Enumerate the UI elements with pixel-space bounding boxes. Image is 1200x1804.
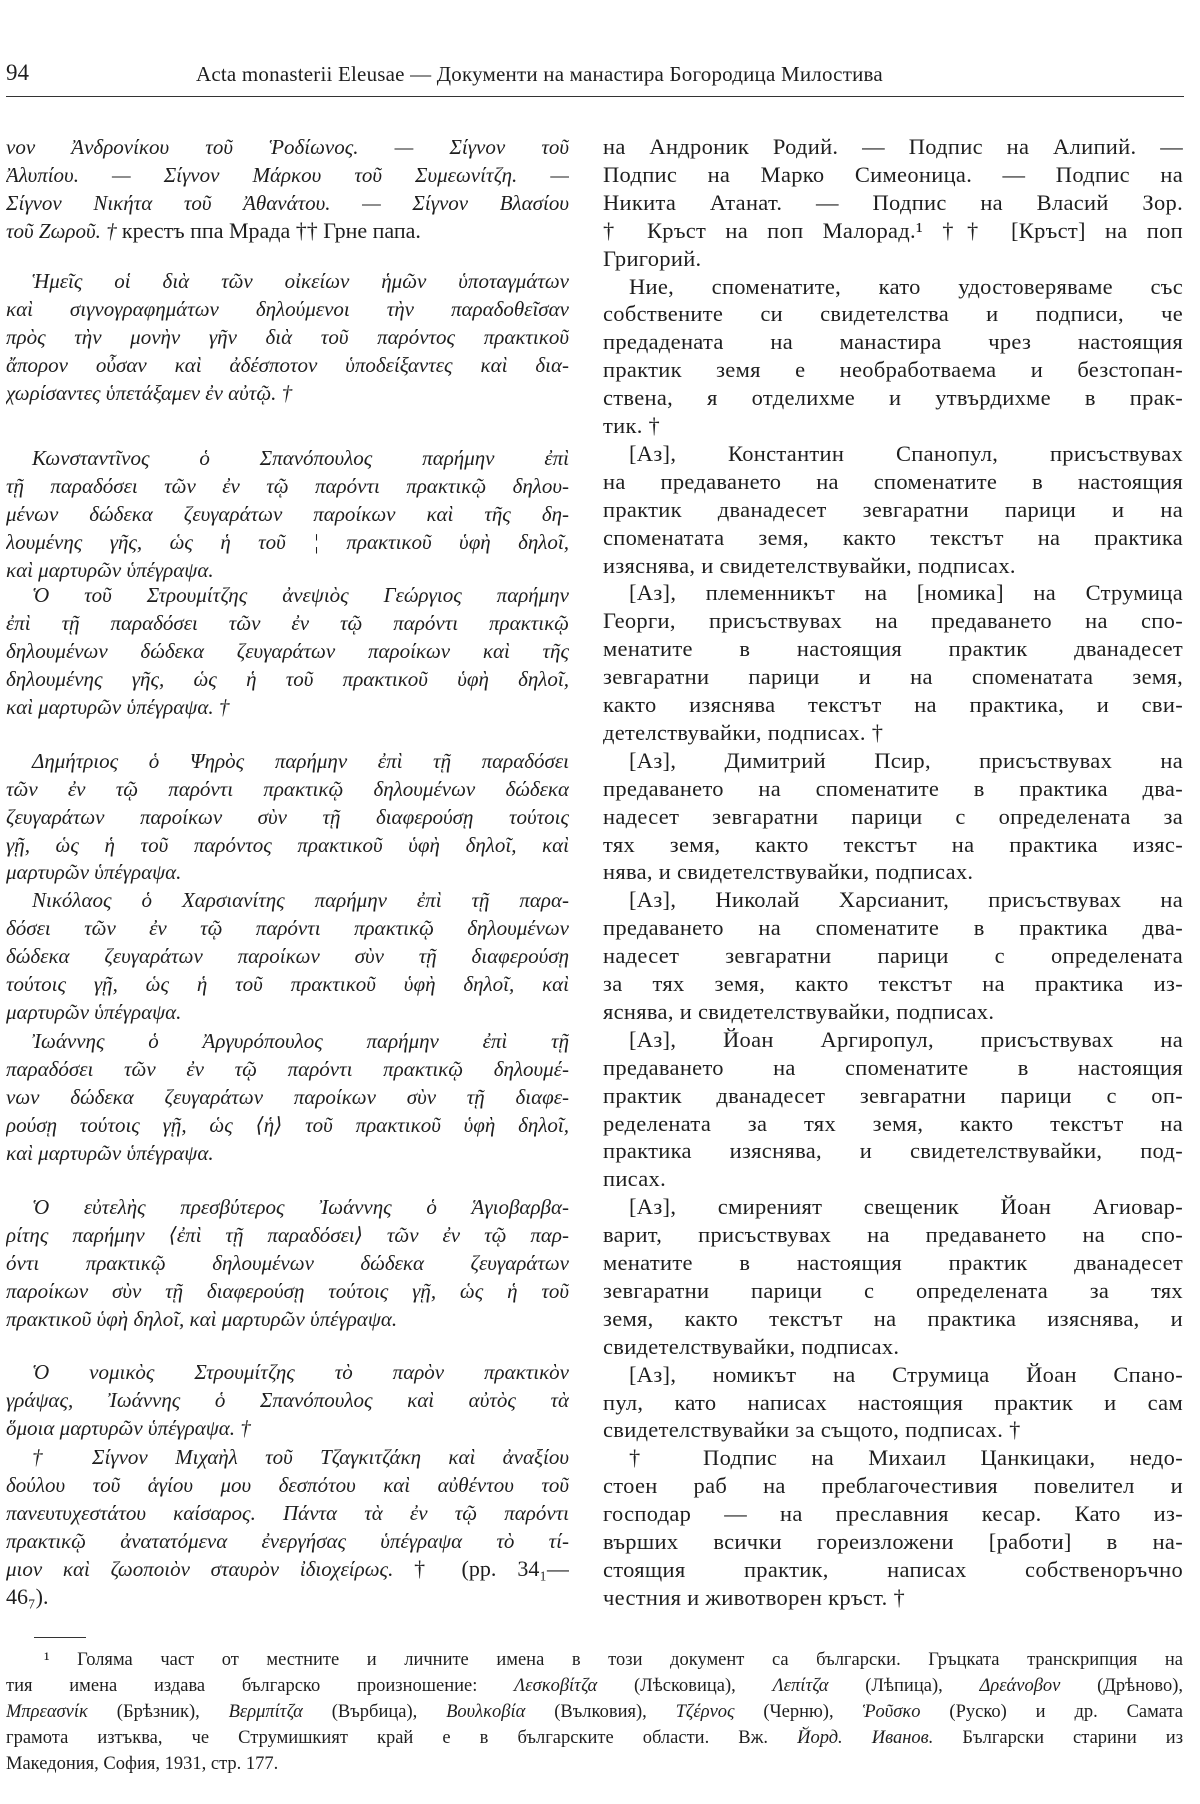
text-line: изяснява, и свидетелствувайки, подписах.: [603, 552, 1016, 578]
text-line: νον Ἀνδρονίκου τοῦ Ῥοδίωνος. — Σίγνον τοῦ: [6, 135, 569, 159]
text-line: δηλουμένης γῆς, ὡς ἡ τοῦ πρακτικοῦ ὑφὴ δηλοῖ,: [6, 667, 569, 692]
text-line: [Аз], Николай Харсианит, присъствувах на: [629, 887, 1183, 913]
text-line: τούτοις γῇ, ὡς ἡ τοῦ πρακτικοῦ ὑφὴ δηλοῖ, καὶ: [6, 972, 569, 996]
text-line: на предаването на споменатите в настоящия: [603, 468, 1183, 494]
text-segment: (Дрѣново),: [1060, 1676, 1183, 1696]
text-line: Ὁ τοῦ Στρουμίτζης ἀνεψιὸς Γεώργιος παρήμην: [32, 583, 569, 608]
footnote-rule: [34, 1637, 86, 1638]
text-line: ἐπὶ τῇ παραδόσει τῶν ἐν τῷ παρόντι πρακτικῷ: [6, 611, 569, 636]
text-segment: Βερμπίτζα: [228, 1702, 303, 1722]
text-line: όντι πρακτικῷ δηλουμένων δώδεκα ζευγαράτων: [6, 1251, 569, 1275]
text-line: Георги, присъствувах на предаването на спо-: [603, 608, 1183, 634]
text-line: [Аз], Йоан Аргиропул, присъствувах на: [629, 1026, 1183, 1052]
text-line: Ἰωάννης ὁ Ἀργυρόπουλος παρήμην ἐπὶ τῇ: [32, 1029, 569, 1054]
text-line: предаването на споменатите в практика два-: [603, 775, 1183, 801]
text-line: παραδόσει τῶν ἐν τῷ παρόντι πρακτικῷ δηλουμέ-: [6, 1057, 569, 1082]
text-line: стоящия практик, написах собственоръчно: [603, 1556, 1183, 1582]
text-line: δούλου τοῦ ἁγίου μου δεσπότου καὶ αὐθέντου τοῦ: [6, 1473, 569, 1498]
footnote-line: [6, 1699, 1183, 1725]
text-line: [Аз], Димитрий Псир, присъствувах на: [629, 747, 1183, 773]
text-line: καὶ σιγνογραφημάτων δηλούμενοι τὴν παραδοθεῖσαν: [6, 296, 569, 321]
text-line: практика изяснява, и свидетелствувайки, под-: [603, 1138, 1183, 1164]
text-line: менатите в настоящия практик дванадесет: [603, 636, 1183, 662]
text-line: практик дванадесет зевгаратни парици и на: [603, 496, 1183, 522]
text-line: Ἀλυπίου. — Σίγνον Μάρκου τοῦ Συμεωνίτζη. —: [6, 162, 569, 187]
page-number: 94: [6, 60, 29, 85]
text-line: [Аз], племенникът на [номика] на Струмица: [629, 580, 1183, 606]
text-line: καὶ μαρτυρῶν ὑπέγραψα.: [6, 557, 214, 582]
text-line: [6, 1583, 569, 1611]
text-segment: грамота изтъква, че Струмишкият край е в българските области. Вж.: [6, 1728, 798, 1748]
text-line: пул, като написах настоящия практик и сам: [603, 1389, 1183, 1415]
text-line: πρακτικοῦ ὑφὴ δηλοῖ, καὶ μαρτυρῶν ὑπέγραψα.: [6, 1306, 398, 1331]
text-line: [6, 1555, 569, 1583]
text-line: † Кръст на поп Малорад.¹ †† [Кръст] на поп: [603, 217, 1183, 243]
text-line: земя, както текстът на практика изяснява, и: [603, 1305, 1183, 1331]
text-segment: Βουλκοβία: [446, 1702, 526, 1722]
text-segment: Български старини из: [933, 1728, 1183, 1748]
text-line: ρούσῃ τούτοις γῇ, ὡς ⟨ἡ⟩ τοῦ πρακτικοῦ ὑφὴ δηλοῖ,: [6, 1112, 569, 1137]
text-line: νων δώδεκα ζευγαράτων παροίκων σὺν τῇ διαφε-: [6, 1084, 569, 1109]
text-line: яснява, и свидетелствувайки, подписах.: [603, 998, 995, 1024]
text-line: ἄπορον οὖσαν καὶ ἀδέσποτον ὑποδείξαντες καὶ δια-: [6, 352, 569, 377]
text-line: зевгаратни парици с определената за тях: [603, 1277, 1183, 1303]
text-segment: тия имена издава българско произношение:: [6, 1676, 515, 1696]
text-line: [Аз], номикът на Струмица Йоан Спано-: [629, 1361, 1183, 1387]
text-line: [Аз], смиреният свещеник Йоан Агиовар-: [629, 1194, 1183, 1220]
text-line: Ὁ νομικὸς Στρουμίτζης τὸ παρὸν πρακτικὸν: [32, 1359, 569, 1384]
text-line: надесет зевгаратни парици с определената за: [603, 803, 1183, 829]
text-segment: (Лѣсковица),: [597, 1676, 773, 1696]
text-segment: τοῦ Ζωροῦ. †: [6, 218, 122, 243]
text-segment: ¹ Голяма част от местните и личните имена в този документ са български. Гръцката транскрипция на: [44, 1650, 1183, 1670]
text-line: нява, и свидетелствувайки, подписах.: [603, 859, 974, 885]
text-segment: (Вълковия),: [525, 1702, 676, 1722]
running-header-title: Acta monasterii Eleusae — Документи на манастира Богородица Милостива: [196, 62, 883, 86]
text-line: πανευτυχεστάτου καίσαρος. Πάντα τὰ ἐν τῷ παρόντι: [6, 1501, 569, 1526]
text-line: менатите в настоящия практик дванадесет: [603, 1250, 1183, 1275]
text-segment: † (pp. 34₁—: [414, 1556, 569, 1582]
text-line: Ὁ εὐτελὴς πρεσβύτερος Ἰωάννης ὁ Ἁγιοβαρβα-: [32, 1195, 569, 1220]
text-segment: Ῥοῦσκο: [862, 1702, 921, 1722]
text-line: предаването на споменатите в практика два-: [603, 915, 1183, 941]
text-line: Никита Атанат. — Подпис на Власий Зор.: [603, 189, 1183, 215]
header-rule: [6, 96, 1184, 97]
text-segment: (Брѣзник),: [87, 1702, 229, 1722]
text-segment: Δρεάνοβον: [979, 1676, 1061, 1696]
text-line: практик дванадесет зевгаратни парици с оп-: [603, 1082, 1183, 1108]
text-line: [6, 217, 569, 245]
text-line: γράψας, Ἰωάννης ὁ Σπανόπουλος καὶ αὐτὸς τὰ: [6, 1387, 569, 1412]
text-line: свидетелствувайки за същото, подписах. †: [603, 1417, 1021, 1443]
text-line: μαρτυρῶν ὑπέγραψα.: [6, 860, 182, 885]
text-line: Νικόλαος ὁ Χαρσιανίτης παρήμην ἐπὶ τῇ παρα-: [32, 888, 569, 913]
text-line: детелствувайки, подписах. †: [603, 719, 884, 745]
footnote-line: [6, 1725, 1183, 1751]
text-segment: μιον καὶ ζωοποιὸν σταυρὸν ἰδιοχείρως.: [6, 1557, 415, 1582]
text-line: писах.: [603, 1166, 667, 1192]
text-line: свидетелствувайки, подписах.: [603, 1333, 900, 1359]
text-line: предаването на споменатите в настоящия: [603, 1054, 1183, 1080]
text-line: варит, присъствувах на предаването на спо-: [603, 1222, 1183, 1248]
text-line: както изяснява текстът на практика, и сви-: [603, 692, 1183, 717]
text-line: καὶ μαρτυρῶν ὑπέγραψα. †: [6, 694, 230, 719]
text-segment: Македония, София, 1931, стр. 177.: [6, 1754, 279, 1774]
text-segment: (Руско) и др. Самата: [920, 1702, 1183, 1722]
text-segment: 46₇).: [6, 1583, 49, 1609]
text-line: Σίγνον Νικήτα τοῦ Ἀθανάτου. — Σίγνον Βλασίου: [6, 190, 569, 215]
text-line: πρὸς τὴν μονὴν γῆν διὰ τοῦ παρόντος πρακτικοῦ: [6, 324, 569, 349]
text-line: Подпис на Марко Симеоница. — Подпис на: [603, 161, 1183, 187]
text-segment: крестъ ппа Мрада †† Грне папа.: [121, 217, 421, 243]
text-segment: Йорд. Иванов.: [797, 1728, 934, 1748]
text-line: тик. †: [603, 413, 661, 438]
text-line: споменатата земя, както текстът на практика: [603, 524, 1183, 550]
text-line: παροίκων σὺν τῇ διαφερούσῃ τούτοις γῇ, ὡς ἡ τοῦ: [6, 1278, 569, 1303]
text-line: господар — на преславния кесар. Като из-: [603, 1501, 1183, 1527]
text-line: ствена, я отделихме и утвърдихме в прак-: [603, 385, 1183, 411]
text-line: τῇ παραδόσει τῶν ἐν τῷ παρόντι πρακτικῷ δηλου-: [6, 473, 569, 498]
footnote-line: [6, 1647, 1183, 1673]
text-line: πρακτικῷ ἀνατατόμενα ἐνεργήσας ὑπέγραψα τὸ τί-: [6, 1529, 569, 1554]
text-line: тях земя, както текстът на практика изяс-: [603, 831, 1183, 857]
text-line: върших всички гореизложени [работи] в на-: [603, 1529, 1183, 1554]
text-line: стоен раб на преблагочестивия повелител и: [603, 1473, 1183, 1499]
text-segment: Μπρεασνίκ: [6, 1702, 88, 1722]
text-line: λουμένης γῆς, ὡς ἡ τοῦ ¦ πρακτικοῦ ὑφὴ δηλοῖ,: [6, 529, 569, 554]
text-line: δώδεκα ζευγαράτων παροίκων σὺν τῇ διαφερούσῃ: [6, 944, 569, 969]
text-line: χωρίσαντες ὑπετάξαμεν ἐν αὐτῷ. †: [6, 380, 293, 405]
text-line: μένων δώδεκα ζευγαράτων παροίκων καὶ τῆς δη-: [6, 501, 569, 526]
text-line: [Аз], Константин Спанопул, присъствувах: [629, 440, 1183, 466]
text-line: честния и животворен кръст. †: [603, 1584, 906, 1610]
footnote-line: [6, 1751, 1183, 1777]
text-line: надесет зевгаратни парици с определената: [603, 943, 1183, 969]
text-segment: Λεπίτζα: [772, 1676, 829, 1696]
text-line: ρίτης παρήμην ⟨ἐπὶ τῇ παραδόσει⟩ τῶν ἐν τῷ παρ-: [6, 1223, 569, 1248]
text-line: собствените си свидетелства и подписи, че: [603, 301, 1183, 327]
footnote: [6, 1647, 1183, 1777]
text-line: практик земя е необработваема и безстопан-: [603, 357, 1183, 383]
text-line: καὶ μαρτυρῶν ὑπέγραψα.: [6, 1140, 214, 1165]
text-line: ределената за тях земя, както текстът на: [603, 1110, 1183, 1136]
text-line: за тях земя, както текстът на практика из-: [603, 971, 1183, 996]
text-segment: (Лѣпица),: [828, 1676, 980, 1696]
text-line: Григорий.: [603, 245, 702, 271]
footnote-line: [6, 1673, 1183, 1699]
text-line: δηλουμένων δώδεκα ζευγαράτων παροίκων καὶ τῆς: [6, 639, 569, 664]
text-segment: (Върбица),: [302, 1702, 447, 1722]
text-line: предадената на манастира чрез настоящия: [603, 329, 1183, 355]
text-segment: (Черню),: [734, 1702, 863, 1722]
text-segment: Τζέρνος: [675, 1702, 735, 1722]
text-line: ζευγαράτων παροίκων σὺν τῇ διαφερούσῃ τούτοις: [6, 804, 569, 829]
text-line: зевгаратни парици и на споменатата земя,: [603, 664, 1183, 690]
text-line: δόσει τῶν ἐν τῷ παρόντι πρακτικῷ δηλουμένων: [6, 916, 569, 941]
text-line: на Андроник Родий. — Подпис на Алипий. —: [603, 134, 1183, 159]
text-line: ὅμοια μαρτυρῶν ὑπέγραψα. †: [6, 1415, 251, 1440]
text-line: μαρτυρῶν ὑπέγραψα.: [6, 999, 182, 1024]
text-segment: Λεσκοβίτζα: [514, 1676, 598, 1696]
text-line: † Σίγνον Μιχαὴλ τοῦ Τζαγκιτζάκη καὶ ἀναξίου: [32, 1445, 569, 1470]
text-line: Κωνσταντῖνος ὁ Σπανόπουλος παρήμην ἐπὶ: [32, 446, 569, 471]
text-line: τῶν ἐν τῷ παρόντι πρακτικῷ δηλουμένων δώδεκα: [6, 776, 569, 801]
text-line: Ἡμεῖς οἱ διὰ τῶν οἰκείων ἡμῶν ὑποταγμάτων: [32, 268, 569, 293]
text-line: γῇ, ὡς ἡ τοῦ παρόντος πρακτικοῦ ὑφὴ δηλοῖ, καὶ: [6, 832, 569, 857]
text-line: Ние, споменатите, като удостоверяваме със: [629, 273, 1183, 299]
text-line: Δημήτριος ὁ Ψηρὸς παρήμην ἐπὶ τῇ παραδόσει: [32, 748, 569, 773]
text-line: † Подпис на Михаил Цанкицаки, недо-: [629, 1445, 1183, 1471]
